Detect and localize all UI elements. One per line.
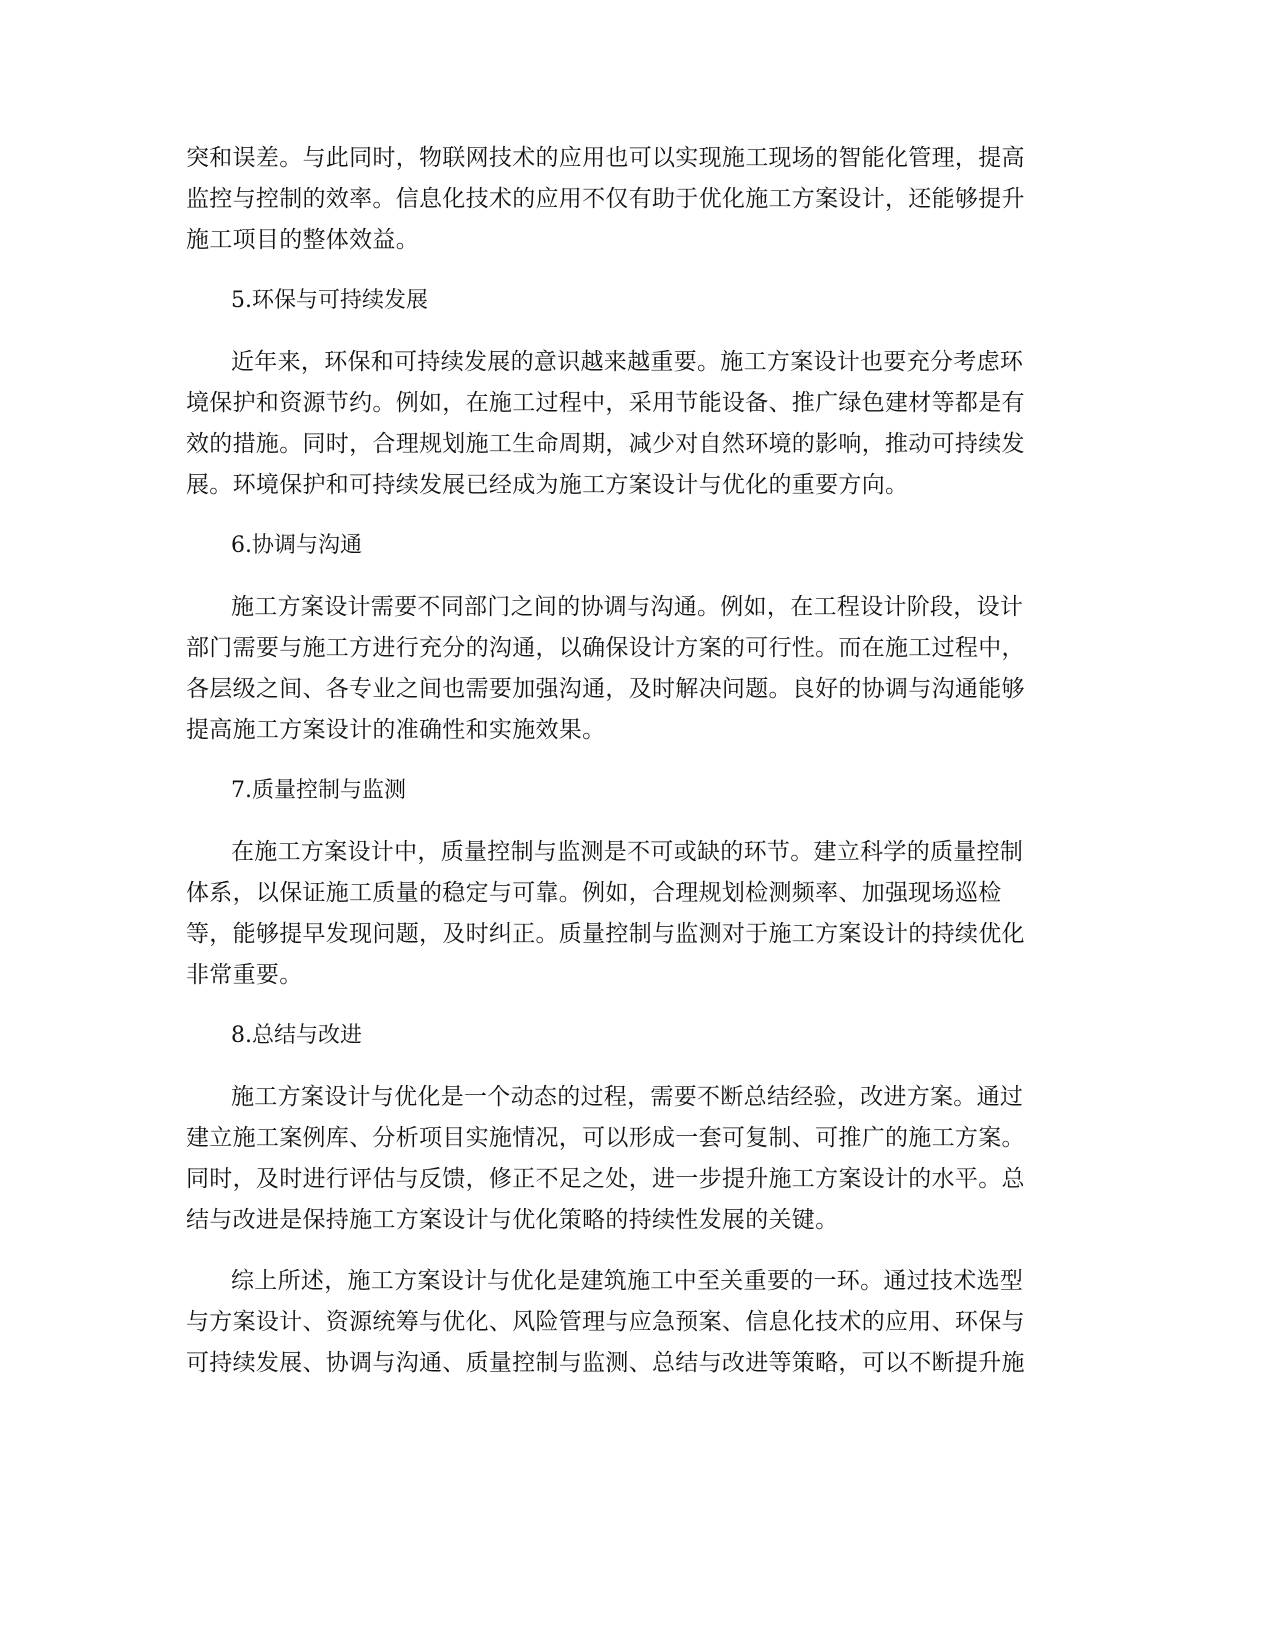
paragraph-line: 突和误差。与此同时，物联网技术的应用也可以实现施工现场的智能化管理，提高	[186, 145, 1025, 171]
paragraph-line: 综上所述，施工方案设计与优化是建筑施工中至关重要的一环。通过技术选型	[231, 1268, 1024, 1294]
paragraph-line: 结与改进是保持施工方案设计与优化策略的持续性发展的关键。	[186, 1207, 839, 1233]
section-heading: 6.协调与沟通	[231, 533, 362, 558]
section-heading: 8.总结与改进	[231, 1023, 362, 1048]
paragraph-line: 施工方案设计与优化是一个动态的过程，需要不断总结经验，改进方案。通过	[231, 1084, 1024, 1110]
paragraph-line: 施工项目的整体效益。	[186, 227, 419, 253]
paragraph-line: 体系，以保证施工质量的稳定与可靠。例如，合理规划检测频率、加强现场巡检	[186, 880, 1002, 906]
paragraph-line: 展。环境保护和可持续发展已经成为施工方案设计与优化的重要方向。	[186, 472, 909, 498]
paragraph-line: 在施工方案设计中，质量控制与监测是不可或缺的环节。建立科学的质量控制	[231, 839, 1024, 865]
paragraph-line: 非常重要。	[186, 962, 303, 988]
section-heading: 5.环保与可持续发展	[231, 288, 428, 313]
paragraph-line: 等，能够提早发现问题，及时纠正。质量控制与监测对于施工方案设计的持续优化	[186, 921, 1025, 947]
paragraph-line: 监控与控制的效率。信息化技术的应用不仅有助于优化施工方案设计，还能够提升	[186, 186, 1025, 212]
paragraph-line: 各层级之间、各专业之间也需要加强沟通，及时解决问题。良好的协调与沟通能够	[186, 676, 1025, 702]
paragraph-line: 提高施工方案设计的准确性和实施效果。	[186, 717, 606, 743]
paragraph-line: 效的措施。同时，合理规划施工生命周期，减少对自然环境的影响，推动可持续发	[186, 431, 1025, 457]
paragraph-line: 施工方案设计需要不同部门之间的协调与沟通。例如，在工程设计阶段，设计	[231, 594, 1024, 620]
section-heading: 7.质量控制与监测	[231, 778, 406, 803]
paragraph-line: 与方案设计、资源统筹与优化、风险管理与应急预案、信息化技术的应用、环保与	[186, 1309, 1025, 1335]
paragraph-line: 境保护和资源节约。例如，在施工过程中，采用节能设备、推广绿色建材等都是有	[186, 390, 1025, 416]
paragraph-line: 部门需要与施工方进行充分的沟通，以确保设计方案的可行性。而在施工过程中，	[186, 635, 1025, 661]
paragraph-line: 近年来，环保和可持续发展的意识越来越重要。施工方案设计也要充分考虑环	[231, 349, 1024, 375]
paragraph-line: 建立施工案例库、分析项目实施情况，可以形成一套可复制、可推广的施工方案。	[186, 1125, 1025, 1151]
paragraph-line: 可持续发展、协调与沟通、质量控制与监测、总结与改进等策略，可以不断提升施	[186, 1350, 1025, 1376]
paragraph-line: 同时，及时进行评估与反馈，修正不足之处，进一步提升施工方案设计的水平。总	[186, 1166, 1025, 1192]
